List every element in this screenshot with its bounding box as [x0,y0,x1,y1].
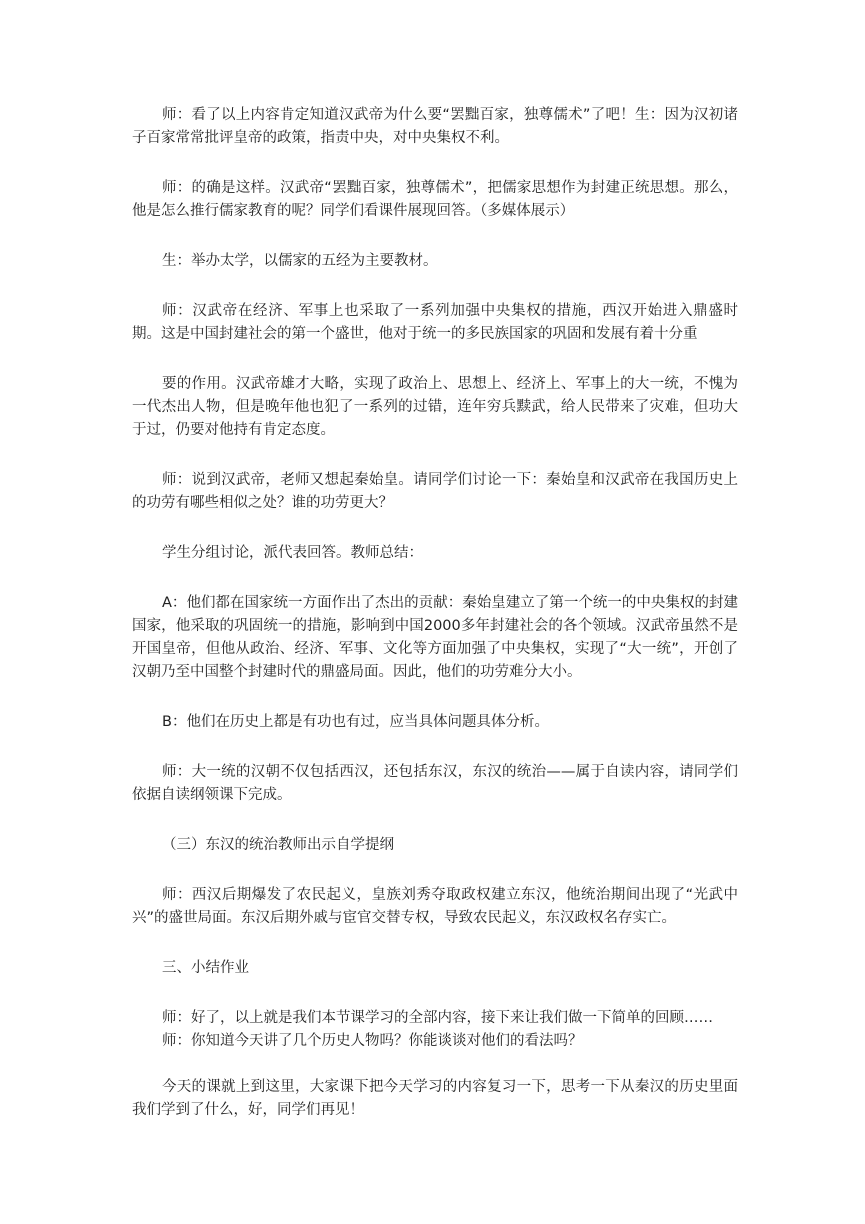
paragraph-4: 师：汉武帝在经济、军事上也采取了一系列加强中央集权的措施，西汉开始进入鼎盛时期。这是中国封建社会的第一个盛世，他对于统一的多民族国家的巩固和发展有着十分重 [132,303,738,342]
paragraph-10: 师：大一统的汉朝不仅包括西汉，还包括东汉，东汉的统治——属于自读内容，请同学们依据自读纲领课下完成。 [132,764,738,803]
document-body [132,104,738,1122]
paragraph-8: A：他们都在国家统一方面作出了杰出的贡献：秦始皇建立了第一个统一的中央集权的封建国家，他采取的巩固统一的措施，影响到中国2000多年封建社会的各个领域。汉武帝虽然不是开国皇帝，但他从政治、经济、军事、文化等方面加强了中央集权，实现了“大一统”，开创了汉朝乃至中国整个封建时代的鼎盛局面。因此，他们的功劳难分大小。 [132,595,738,680]
paragraph-7: 学生分组讨论，派代表回答。教师总结： [162,545,423,561]
paragraph-2: 师：的确是这样。汉武帝“罢黜百家，独尊儒术”，把儒家思想作为封建正统思想。那么，他是怎么推行儒家教育的呢？同学们看课件展现回答。（多媒体展示） [132,180,738,219]
paragraph-review [132,1007,738,1053]
paragraph-6: 师：说到汉武帝，老师又想起秦始皇。请同学们讨论一下：秦始皇和汉武帝在我国历史上的功劳有哪些相似之处？谁的功劳更大？ [132,472,738,511]
paragraph-closing: 今天的课就上到这里，大家课下把今天学习的内容复习一下，思考一下从秦汉的历史里面我们学到了什么，好，同学们再见！ [132,1079,738,1118]
section-heading-east-han: （三）东汉的统治教师出示自学提纲 [162,837,394,853]
review-line-2: 师：你知道今天讲了几个历史人物吗？你能谈谈对他们的看法吗？ [162,1033,583,1049]
paragraph-9: B：他们在历史上都是有功也有过，应当具体问题具体分析。 [162,714,549,730]
paragraph-12: 师：西汉后期爆发了农民起义，皇族刘秀夺取政权建立东汉，他统治期间出现了“光武中兴”的盛世局面。东汉后期外戚与宦官交替专权，导致农民起义，东汉政权名存实亡。 [132,887,738,926]
section-heading-summary: 三、小结作业 [162,960,249,976]
review-line-1: 师：好了，以上就是我们本节课学习的全部内容，接下来让我们做一下简单的回顾…… [162,1010,713,1026]
paragraph-5: 要的作用。汉武帝雄才大略，实现了政治上、思想上、经济上、军事上的大一统，不愧为一代杰出人物，但是晚年他也犯了一系列的过错，连年穷兵黩武，给人民带来了灾难，但功大于过，仍要对他持有肯定态度。 [132,376,738,438]
paragraph-3: 生：举办太学，以儒家的五经为主要教材。 [162,253,438,269]
paragraph-1: 师：看了以上内容肯定知道汉武帝为什么要“罢黜百家，独尊儒术”了吧！生：因为汉初诸子百家常常批评皇帝的政策，指责中央，对中央集权不利。 [132,107,738,146]
